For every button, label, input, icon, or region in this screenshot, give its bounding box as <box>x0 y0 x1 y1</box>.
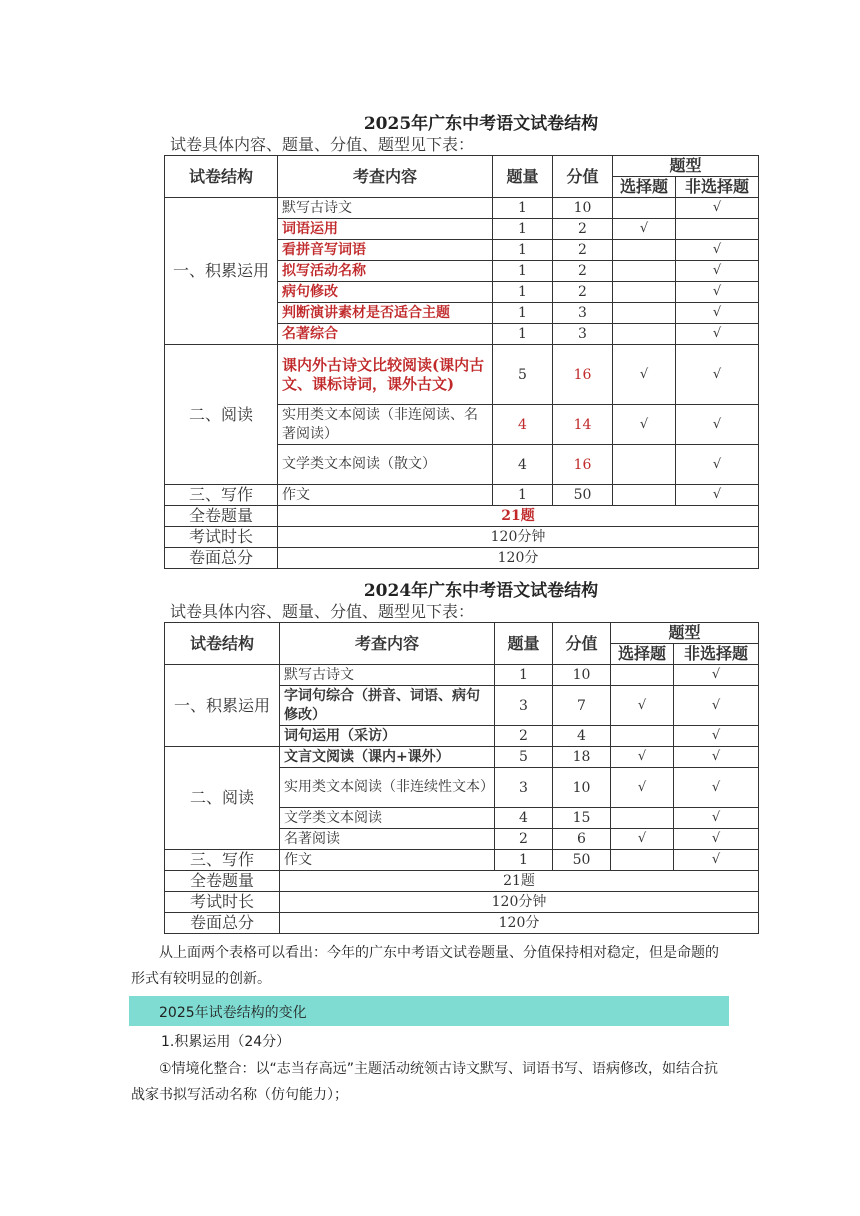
row-count: 1 <box>493 324 553 345</box>
row-choice <box>613 261 676 282</box>
row-choice <box>611 850 674 871</box>
summary-label: 卷面总分 <box>165 548 278 569</box>
row-count: 3 <box>495 768 553 808</box>
row-choice: √ <box>611 747 674 768</box>
summary-row <box>165 506 759 527</box>
header-type: 题型 <box>613 156 759 177</box>
summary-value: 21题 <box>278 506 759 527</box>
row-count: 1 <box>493 261 553 282</box>
row-content: 文学类文本阅读 <box>280 808 495 829</box>
row-score: 7 <box>553 686 611 726</box>
row-score: 50 <box>553 850 611 871</box>
row-count: 4 <box>493 405 553 445</box>
row-count: 2 <box>495 726 553 747</box>
row-content: 课内外古诗文比较阅读(课内古文、课标诗词，课外古文) <box>278 345 493 405</box>
row-choice <box>613 198 676 219</box>
row-count: 1 <box>493 303 553 324</box>
row-nonchoice: √ <box>674 665 759 686</box>
row-choice <box>613 282 676 303</box>
section-name: 二、阅读 <box>165 345 278 485</box>
summary-row <box>165 527 759 548</box>
summary-label: 全卷题量 <box>165 506 278 527</box>
row-choice: √ <box>613 345 676 405</box>
row-nonchoice <box>676 219 759 240</box>
row-score: 18 <box>553 747 611 768</box>
row-content: 默写古诗文 <box>280 665 495 686</box>
row-content: 判断演讲素材是否适合主题 <box>278 303 493 324</box>
row-content: 文学类文本阅读（散文） <box>278 445 493 485</box>
row-score: 2 <box>553 240 613 261</box>
header-structure: 试卷结构 <box>165 156 278 198</box>
row-content: 实用类文本阅读（非连续性文本） <box>280 768 495 808</box>
row-count: 4 <box>493 445 553 485</box>
section-name: 三、写作 <box>165 485 278 506</box>
table-row <box>165 198 759 219</box>
row-content: 实用类文本阅读（非连阅读、名著阅读） <box>278 405 493 445</box>
row-content: 病句修改 <box>278 282 493 303</box>
header-score: 分值 <box>553 623 611 665</box>
row-choice <box>613 445 676 485</box>
row-count: 3 <box>495 686 553 726</box>
section-name: 一、积累运用 <box>165 198 278 345</box>
row-nonchoice: √ <box>674 768 759 808</box>
row-choice <box>613 303 676 324</box>
row-nonchoice: √ <box>676 324 759 345</box>
row-nonchoice: √ <box>674 726 759 747</box>
header-type: 题型 <box>611 623 759 644</box>
row-nonchoice: √ <box>676 303 759 324</box>
row-count: 1 <box>493 485 553 506</box>
summary-label: 卷面总分 <box>165 913 280 934</box>
row-nonchoice: √ <box>676 405 759 445</box>
table-row <box>165 345 759 405</box>
row-content: 词句运用（采访） <box>280 726 495 747</box>
header-content: 考查内容 <box>278 156 493 198</box>
row-content: 作文 <box>280 850 495 871</box>
table-2025 <box>164 155 759 569</box>
row-count: 5 <box>495 747 553 768</box>
row-count: 5 <box>493 345 553 405</box>
row-content: 名著阅读 <box>280 829 495 850</box>
row-score: 2 <box>553 261 613 282</box>
row-choice: √ <box>613 405 676 445</box>
row-content: 文言文阅读（课内+课外） <box>280 747 495 768</box>
row-score: 15 <box>553 808 611 829</box>
summary-row <box>165 871 759 892</box>
header-structure: 试卷结构 <box>165 623 280 665</box>
row-score: 3 <box>553 303 613 324</box>
table-2024 <box>164 622 759 934</box>
row-nonchoice: √ <box>676 198 759 219</box>
header-count: 题量 <box>495 623 553 665</box>
item1-heading: 1.积累运用（24分） <box>161 1034 291 1050</box>
header-content: 考查内容 <box>280 623 495 665</box>
row-nonchoice: √ <box>676 345 759 405</box>
row-count: 1 <box>493 240 553 261</box>
row-nonchoice: √ <box>674 850 759 871</box>
row-score: 4 <box>553 726 611 747</box>
section-name: 二、阅读 <box>165 747 280 850</box>
summary-label: 考试时长 <box>165 527 278 548</box>
table-2024-subtitle: 试卷具体内容、题量、分值、题型见下表： <box>170 602 475 621</box>
summary-value: 120分 <box>280 913 759 934</box>
row-score: 50 <box>553 485 613 506</box>
conclusion-paragraph: 从上面两个表格可以看出：今年的广东中考语文试卷题量、分值保持相对稳定，但是命题的形式有较明显的创新。 <box>131 945 719 987</box>
row-nonchoice: √ <box>674 686 759 726</box>
table-2025-title: 2025年广东中考语文试卷结构 <box>363 114 599 134</box>
row-score: 6 <box>553 829 611 850</box>
item1-detail: ①情境化整合：以“志当存高远”主题活动统领古诗文默写、词语书写、语病修改，如结合抗战家书拟写活动名称（仿句能力）； <box>131 1061 719 1103</box>
row-count: 1 <box>493 198 553 219</box>
row-score: 2 <box>553 219 613 240</box>
row-choice: √ <box>613 219 676 240</box>
summary-label: 考试时长 <box>165 892 280 913</box>
row-score: 10 <box>553 198 613 219</box>
row-count: 1 <box>493 219 553 240</box>
row-choice <box>613 240 676 261</box>
row-nonchoice: √ <box>676 261 759 282</box>
row-nonchoice: √ <box>676 445 759 485</box>
row-choice: √ <box>611 829 674 850</box>
row-choice: √ <box>611 768 674 808</box>
row-count: 1 <box>495 850 553 871</box>
row-content: 看拼音写词语 <box>278 240 493 261</box>
row-choice <box>611 726 674 747</box>
row-content: 名著综合 <box>278 324 493 345</box>
summary-row <box>165 548 759 569</box>
row-score: 16 <box>553 445 613 485</box>
row-content: 默写古诗文 <box>278 198 493 219</box>
table-row <box>165 747 759 768</box>
header-score: 分值 <box>553 156 613 198</box>
section-heading-bar <box>129 996 729 1026</box>
row-count: 1 <box>495 665 553 686</box>
header-nonchoice: 非选择题 <box>676 177 759 198</box>
row-nonchoice: √ <box>676 282 759 303</box>
row-score: 16 <box>553 345 613 405</box>
section-name: 三、写作 <box>165 850 280 871</box>
table-2025-subtitle: 试卷具体内容、题量、分值、题型见下表： <box>170 135 475 154</box>
header-nonchoice: 非选择题 <box>674 644 759 665</box>
table-2024-block <box>164 580 758 934</box>
table-row <box>165 485 759 506</box>
row-count: 1 <box>493 282 553 303</box>
row-score: 14 <box>553 405 613 445</box>
row-content: 作文 <box>278 485 493 506</box>
row-score: 3 <box>553 324 613 345</box>
row-count: 2 <box>495 829 553 850</box>
section-name: 一、积累运用 <box>165 665 280 747</box>
table-2025-block <box>164 113 758 569</box>
row-choice <box>611 808 674 829</box>
row-content: 拟写活动名称 <box>278 261 493 282</box>
summary-row <box>165 913 759 934</box>
row-choice <box>613 485 676 506</box>
row-score: 10 <box>553 665 611 686</box>
summary-value: 120分 <box>278 548 759 569</box>
row-nonchoice: √ <box>674 747 759 768</box>
header-choice: 选择题 <box>613 177 676 198</box>
row-nonchoice: √ <box>676 240 759 261</box>
header-count: 题量 <box>493 156 553 198</box>
row-nonchoice: √ <box>674 808 759 829</box>
table-2024-title: 2024年广东中考语文试卷结构 <box>363 581 599 601</box>
row-choice <box>613 324 676 345</box>
row-nonchoice: √ <box>674 829 759 850</box>
summary-value: 120分钟 <box>280 892 759 913</box>
table-row <box>165 850 759 871</box>
row-choice <box>611 665 674 686</box>
row-score: 2 <box>553 282 613 303</box>
section-heading: 2025年试卷结构的变化 <box>159 1005 307 1021</box>
summary-value: 21题 <box>280 871 759 892</box>
row-choice: √ <box>611 686 674 726</box>
summary-value: 120分钟 <box>278 527 759 548</box>
row-count: 4 <box>495 808 553 829</box>
row-score: 10 <box>553 768 611 808</box>
table-row <box>165 665 759 686</box>
row-content: 字词句综合（拼音、词语、病句修改） <box>280 686 495 726</box>
summary-row <box>165 892 759 913</box>
row-content: 词语运用 <box>278 219 493 240</box>
row-nonchoice: √ <box>676 485 759 506</box>
header-choice: 选择题 <box>611 644 674 665</box>
summary-label: 全卷题量 <box>165 871 280 892</box>
